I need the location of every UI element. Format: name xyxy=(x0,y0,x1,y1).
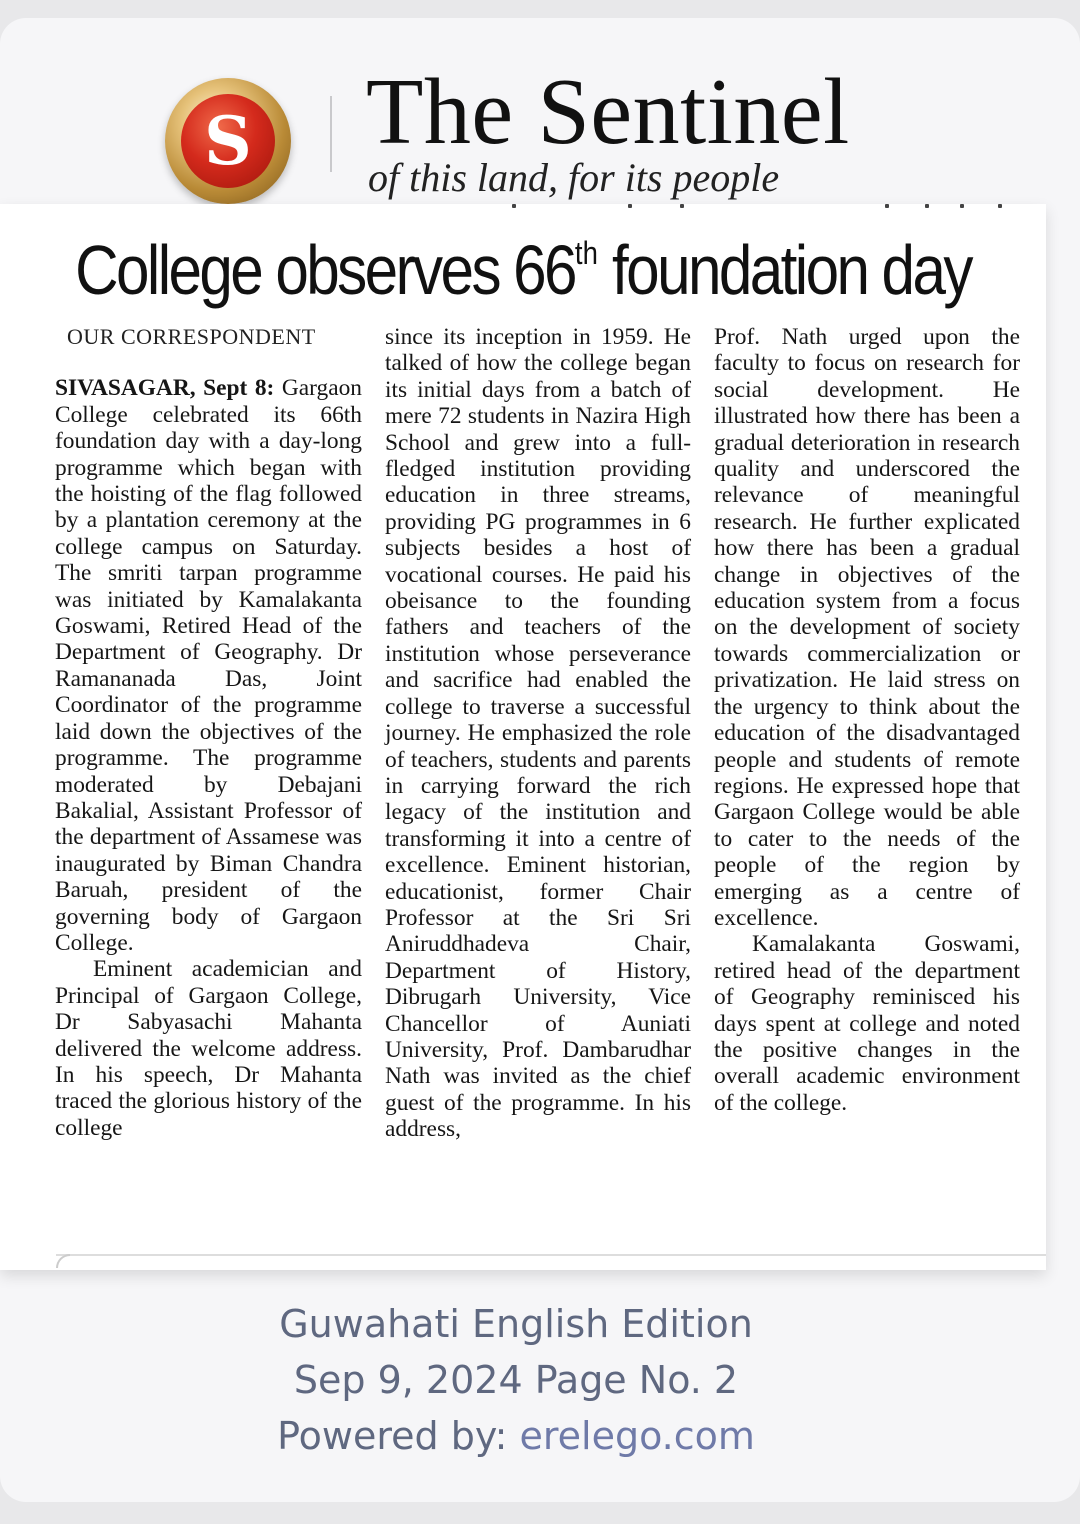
article-byline: OUR CORRESPONDENT xyxy=(67,324,316,349)
sentinel-logo-icon xyxy=(165,78,291,204)
article-column-1 xyxy=(55,324,362,1141)
edition-date-page: Sep 9, 2024 Page No. 2 xyxy=(293,1358,739,1402)
newspaper-tagline: of this land, for its people xyxy=(368,155,780,200)
article-column-2 xyxy=(385,324,691,1143)
article-paragraph: Kamalakanta Goswami, retired head of the department of Geography reminisced his days spent at college and noted the positive changes in the overall academic environment of the college. xyxy=(714,931,1020,1116)
clipping-bottom-rule xyxy=(56,1254,1046,1256)
article-headline: College observes 66th foundation day xyxy=(75,231,971,309)
article-clipping[interactable] xyxy=(0,204,1046,1270)
article-dateline: SIVASAGAR, Sept 8: xyxy=(55,375,275,402)
article-paragraph: Prof. Nath urged upon the faculty to focus on research for social development. He illustrated how there has been a gradual deterioration in research quality and underscored the relevance of meaningful research. He further explicated how there has been a gradual change in objectives of the education system from a focus on the development of society towards commercialization or privatization. He laid stress on the urgency to think about the education of the disadvantaged people and students of remote regions. He expressed hope that Gargaon College would be able to cater to the needs of the people of the region by emerging as a centre of excellence. xyxy=(714,324,1020,931)
clipping-edge-marks xyxy=(500,204,1010,210)
erelego-link[interactable]: erelego.com xyxy=(519,1414,755,1458)
masthead xyxy=(0,18,1080,208)
edition-info xyxy=(0,1296,1032,1464)
clipping-corner xyxy=(56,1254,70,1268)
article-paragraph: SIVASAGAR, Sept 8: Gargaon College celebrated its 66th foundation day with a day-long programme which began with the hoisting of the flag followed by a plantation ceremony at the college campus on Saturday. The smriti tarpan programme was initiated by Kamalakanta Goswami, Retired Head of the Department of Geography. Dr Ramananada Das, Joint Coordinator of the programme laid down the objectives of the programme. The programme moderated by Debajani Bakalial, Assistant Professor of the department of Assamese was inaugurated by Biman Chandra Baruah, president of the governing body of Gargaon College. xyxy=(55,375,362,956)
masthead-divider xyxy=(330,96,332,172)
article-paragraph: Eminent academician and Principal of Gargaon College, Dr Sabyasachi Mahanta delivered the welcome address. In his speech, Dr Mahanta traced the glorious history of the college xyxy=(55,956,362,1141)
article-paragraph: since its inception in 1959. He talked of how the college began its initial days from a batch of mere 72 students in Nazira High School and grew into a full-fledged institution providing education in three streams, providing PG programmes in 6 subjects besides a host of vocational courses. He paid his obeisance to the founding fathers and teachers of the institution whose perseverance and sacrifice had enabled the college to traverse a successful journey. He emphasized the role of teachers, students and parents in carrying forward the rich legacy of the institution and transforming it into a centre of excellence. Eminent historian, educationist, former Chair Professor at the Sri Sri Aniruddhadeva Chair, Department of History, Dibrugarh University, Vice Chancellor of Auniati University, Prof. Dambarudhar Nath was invited as the chief guest of the programme. In his address, xyxy=(385,324,691,1143)
newspaper-title: The Sentinel xyxy=(366,60,850,164)
edition-name: Guwahati English Edition xyxy=(279,1302,753,1346)
logo-letter: S xyxy=(181,94,275,188)
powered-by: Powered by: erelego.com xyxy=(277,1414,755,1458)
article-column-3 xyxy=(714,324,1020,1116)
